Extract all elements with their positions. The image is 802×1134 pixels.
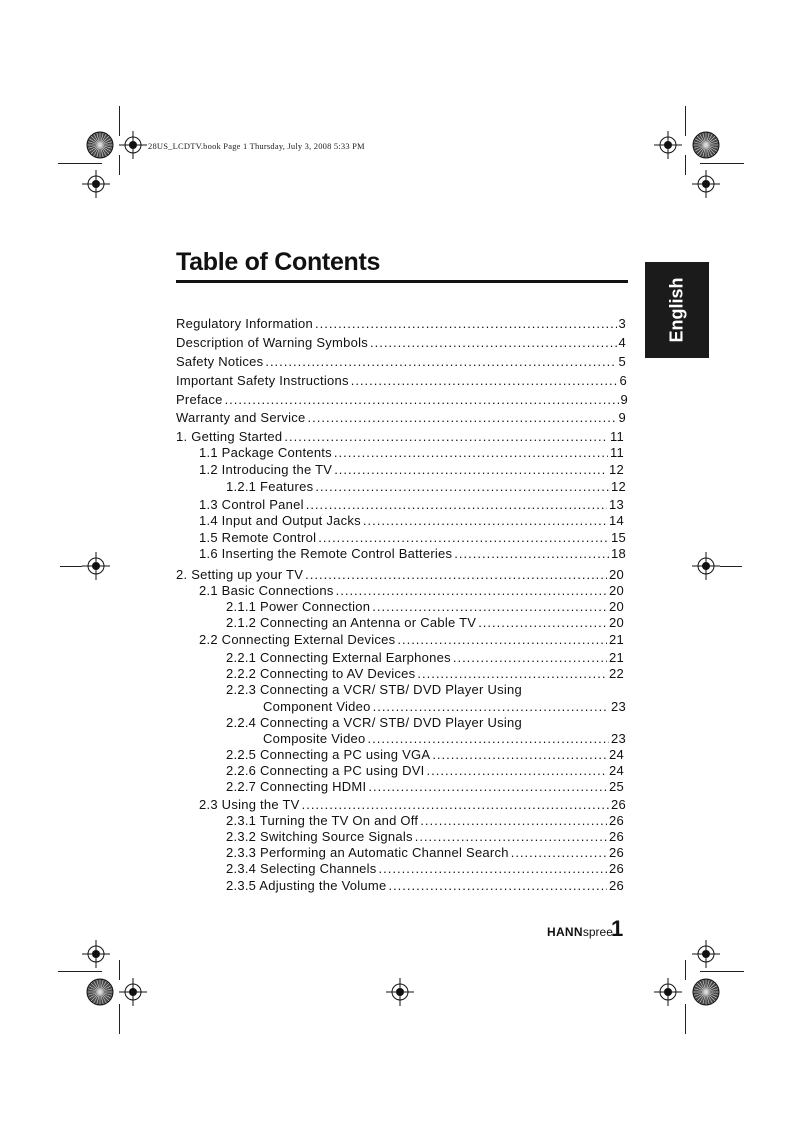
toc-entry-label: 1.5 Remote Control [199, 530, 317, 545]
toc-leader-dots [351, 373, 618, 388]
toc-leader-dots [334, 462, 607, 477]
page-number: 1 [611, 916, 624, 941]
toc-entry [176, 373, 627, 388]
toc-entry-page: 26 [609, 829, 624, 844]
title-rule [176, 280, 628, 283]
toc-entry-page: 20 [609, 615, 624, 630]
toc-entry-label: 2.3.5 Adjusting the Volume [226, 878, 387, 893]
toc-entry-page: 23 [611, 731, 626, 746]
crop-mark-line [119, 960, 120, 980]
toc-entry [199, 513, 624, 528]
toc-leader-dots [417, 666, 607, 681]
crop-mark-line [685, 155, 686, 175]
toc-entry-label: Warranty and Service [176, 410, 306, 425]
toc-entry [226, 666, 624, 681]
toc-entry [226, 479, 626, 494]
toc-entry-label: 2.2 Connecting External Devices [199, 632, 396, 647]
toc-leader-dots [432, 747, 607, 762]
registration-target-icon [654, 978, 682, 1006]
registration-target-icon [82, 170, 110, 198]
toc-entry [263, 731, 626, 746]
color-wheel-icon [691, 130, 721, 160]
toc-entry-page: 15 [611, 530, 626, 545]
language-tab-label: English [666, 277, 687, 343]
toc-leader-dots [315, 316, 617, 331]
toc-entry-page: 6 [619, 373, 627, 388]
toc-entry-page: 21 [609, 650, 624, 665]
toc-entry-label: Composite Video [263, 731, 366, 746]
toc-entry-label: 1. Getting Started [176, 429, 283, 444]
crop-mark-line [119, 1004, 120, 1034]
toc-entry-label: 2.3.1 Turning the TV On and Off [226, 813, 419, 828]
toc-entry-label: Preface [176, 392, 223, 407]
toc-entry [226, 779, 624, 794]
toc-entry [199, 497, 624, 512]
toc-entry-label: Regulatory Information [176, 316, 314, 331]
toc-entry [176, 410, 626, 425]
toc-entry-page: 26 [609, 878, 624, 893]
toc-entry [226, 878, 624, 893]
toc-entry-label: Component Video [263, 699, 371, 714]
toc-entry [176, 429, 624, 444]
toc-entry [199, 583, 624, 598]
toc-leader-dots [334, 445, 608, 460]
crop-mark-line [60, 566, 82, 567]
crop-mark-line [119, 155, 120, 175]
toc-leader-dots [388, 878, 607, 893]
registration-target-icon [82, 552, 110, 580]
toc-entry-page: 3 [618, 316, 626, 331]
crop-mark-line [685, 1004, 686, 1034]
toc-leader-dots [363, 513, 607, 528]
toc-entry [226, 829, 624, 844]
color-wheel-icon [85, 130, 115, 160]
toc-entry-label: 2.2.2 Connecting to AV Devices [226, 666, 416, 681]
toc-entry-page: 12 [611, 479, 626, 494]
toc-entry-label: 2.1.2 Connecting an Antenna or Cable TV [226, 615, 477, 630]
toc-entry-label: Description of Warning Symbols [176, 335, 368, 350]
toc-leader-dots [265, 354, 616, 369]
toc-entry-label: 2.1.1 Power Connection [226, 599, 371, 614]
toc-entry [263, 699, 626, 714]
toc-entry [226, 813, 624, 828]
toc-entry [226, 845, 624, 860]
toc-entry-label: 2.3.4 Selecting Channels [226, 861, 377, 876]
toc-leader-dots [305, 567, 607, 582]
toc-entry-label: 2.2.1 Connecting External Earphones [226, 650, 451, 665]
crop-mark-line [58, 163, 102, 164]
toc-entry-page: 12 [609, 462, 624, 477]
toc-leader-dots [306, 497, 607, 512]
toc-leader-dots [284, 429, 608, 444]
toc-leader-dots [308, 410, 617, 425]
toc-entry [226, 599, 624, 614]
color-wheel-icon [85, 977, 115, 1007]
crop-mark-line [720, 566, 742, 567]
toc-leader-dots [373, 699, 609, 714]
toc-leader-dots [372, 599, 607, 614]
toc-leader-dots [368, 779, 607, 794]
toc-leader-dots [397, 632, 607, 647]
toc-leader-dots [453, 650, 607, 665]
toc-entry-page: 26 [609, 813, 624, 828]
toc-entry-page: 22 [609, 666, 624, 681]
toc-entry-page: 23 [611, 699, 626, 714]
toc-leader-dots [511, 845, 607, 860]
brand-logo-regular: spree [582, 925, 613, 939]
toc-entry-label: 2.3.2 Switching Source Signals [226, 829, 413, 844]
registration-target-icon [692, 552, 720, 580]
crop-mark-line [685, 960, 686, 980]
toc-leader-dots [427, 763, 608, 778]
toc-entry-label: Safety Notices [176, 354, 264, 369]
toc-entry-page: 5 [618, 354, 626, 369]
registration-target-icon [119, 978, 147, 1006]
toc-entry-label: 2.2.3 Connecting a VCR/ STB/ DVD Player Using [226, 682, 522, 697]
toc-entry [226, 747, 624, 762]
crop-mark-line [700, 163, 744, 164]
toc-leader-dots [415, 829, 607, 844]
toc-entry [199, 797, 626, 812]
toc-leader-dots [379, 861, 607, 876]
toc-entry-label: 2.2.6 Connecting a PC using DVI [226, 763, 425, 778]
page-title: Table of Contents [176, 248, 381, 276]
toc-entry-page: 4 [618, 335, 626, 350]
toc-entry [176, 354, 626, 369]
toc-leader-dots [336, 583, 607, 598]
toc-entry [226, 650, 624, 665]
toc-entry-label: 1.2 Introducing the TV [199, 462, 333, 477]
toc-entry [199, 530, 626, 545]
registration-target-icon [119, 131, 147, 159]
registration-target-icon [692, 940, 720, 968]
toc-entry-label: 1.4 Input and Output Jacks [199, 513, 361, 528]
toc-entry-page: 20 [609, 583, 624, 598]
toc-entry-label: 2.2.7 Connecting HDMI [226, 779, 367, 794]
brand-logo-bold: HANN [547, 925, 583, 939]
toc-entry [176, 316, 626, 331]
toc-entry [226, 682, 522, 697]
toc-entry-label: 2.2.4 Connecting a VCR/ STB/ DVD Player Using [226, 715, 522, 730]
toc-entry-label: 1.1 Package Contents [199, 445, 332, 460]
toc-entry-label: 2.1 Basic Connections [199, 583, 334, 598]
crop-mark-line [119, 106, 120, 136]
toc-entry [226, 615, 624, 630]
toc-leader-dots [420, 813, 607, 828]
toc-leader-dots [302, 797, 609, 812]
registration-target-icon [654, 131, 682, 159]
registration-target-icon [82, 940, 110, 968]
toc-entry-page: 24 [609, 747, 624, 762]
toc-entry-page: 20 [609, 599, 624, 614]
toc-entry-page: 18 [611, 546, 626, 561]
toc-leader-dots [225, 392, 619, 407]
toc-entry-label: 2.3 Using the TV [199, 797, 300, 812]
toc-entry-label: 1.6 Inserting the Remote Control Batteries [199, 546, 453, 561]
toc-leader-dots [318, 530, 609, 545]
toc-leader-dots [370, 335, 617, 350]
toc-entry-page: 11 [610, 429, 624, 444]
toc-entry-page: 24 [609, 763, 624, 778]
toc-entry [176, 335, 626, 350]
language-tab [645, 262, 709, 358]
crop-mark-line [685, 106, 686, 136]
toc-entry-page: 26 [609, 861, 624, 876]
toc-entry [176, 392, 628, 407]
toc-entry [199, 546, 626, 561]
crop-mark-line [58, 971, 102, 972]
print-header: 28US_LCDTV.book Page 1 Thursday, July 3, 2008 5:33 PM [148, 141, 365, 151]
color-wheel-icon [691, 977, 721, 1007]
toc-entry [226, 763, 624, 778]
toc-entry [199, 632, 624, 647]
toc-entry-page: 11 [610, 445, 624, 460]
toc-entry [176, 567, 624, 582]
toc-entry-page: 25 [609, 779, 624, 794]
crop-mark-line [700, 971, 744, 972]
toc-entry-label: 1.3 Control Panel [199, 497, 304, 512]
toc-leader-dots [478, 615, 607, 630]
toc-entry-page: 9 [620, 392, 628, 407]
toc-entry-page: 9 [618, 410, 626, 425]
toc-entry [226, 715, 522, 730]
toc-entry [199, 462, 624, 477]
registration-target-icon [386, 978, 414, 1006]
toc-entry-label: 2. Setting up your TV [176, 567, 304, 582]
toc-leader-dots [315, 479, 609, 494]
toc-entry-label: 2.3.3 Performing an Automatic Channel Search [226, 845, 509, 860]
toc-entry-label: Important Safety Instructions [176, 373, 349, 388]
toc-entry-page: 21 [609, 632, 624, 647]
toc-entry-page: 26 [611, 797, 626, 812]
toc-leader-dots [368, 731, 610, 746]
toc-leader-dots [454, 546, 609, 561]
registration-target-icon [692, 170, 720, 198]
toc-entry [226, 861, 624, 876]
toc-entry-label: 1.2.1 Features [226, 479, 314, 494]
toc-entry-page: 20 [609, 567, 624, 582]
brand-logo [547, 925, 613, 939]
toc-entry-label: 2.2.5 Connecting a PC using VGA [226, 747, 431, 762]
toc-entry-page: 13 [609, 497, 624, 512]
toc-entry [199, 445, 624, 460]
toc-entry-page: 26 [609, 845, 624, 860]
toc-entry-page: 14 [609, 513, 624, 528]
